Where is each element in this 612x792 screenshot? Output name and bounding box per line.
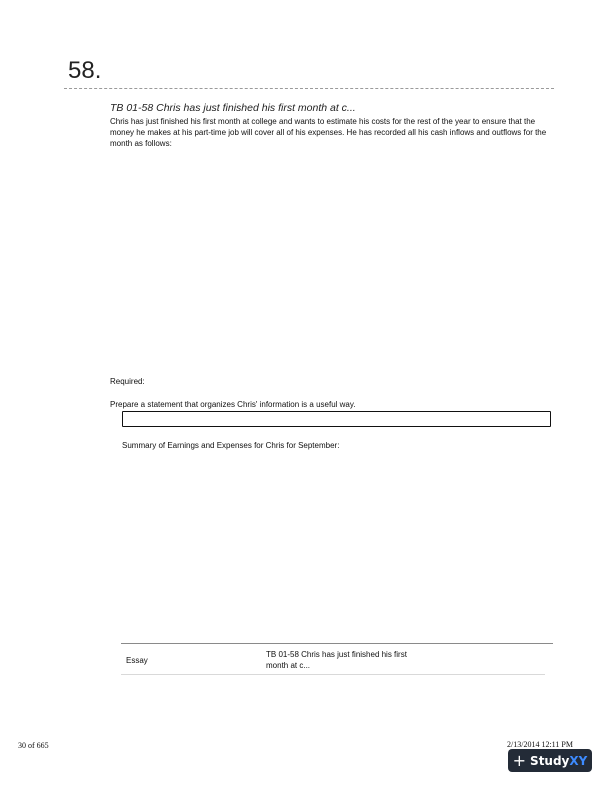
question-title: TB 01-58 Chris has just finished his first month at c... — [110, 102, 356, 114]
timestamp: 2/13/2014 12:11 PM — [507, 740, 573, 749]
question-instruction: Prepare a statement that organizes Chris' information is a useful way. — [110, 400, 356, 409]
question-number: 58. — [68, 57, 102, 84]
plus-icon: + — [512, 750, 527, 770]
studyxy-badge[interactable] — [508, 749, 592, 772]
meta-divider — [121, 643, 553, 644]
page-count: 30 of 665 — [18, 741, 49, 750]
answer-box[interactable] — [122, 411, 551, 427]
dashed-divider — [64, 88, 554, 89]
question-body: Chris has just finished his first month at college and wants to estimate his costs for the rest of the year to ensure that the money he makes at his part-time job will cover all of his expenses. He has recorded all his cash inflows and outflows for the month as follows: — [110, 117, 547, 148]
required-label: Required: — [110, 377, 145, 386]
meta-bottom-divider — [121, 674, 545, 675]
summary-heading: Summary of Earnings and Expenses for Chris for September: — [122, 441, 340, 450]
question-type: Essay — [126, 656, 148, 665]
badge-suffix: XY — [569, 753, 588, 768]
badge-prefix: Study — [530, 753, 570, 768]
question-reference: TB 01-58 Chris has just finished his first month at c... — [266, 650, 407, 670]
